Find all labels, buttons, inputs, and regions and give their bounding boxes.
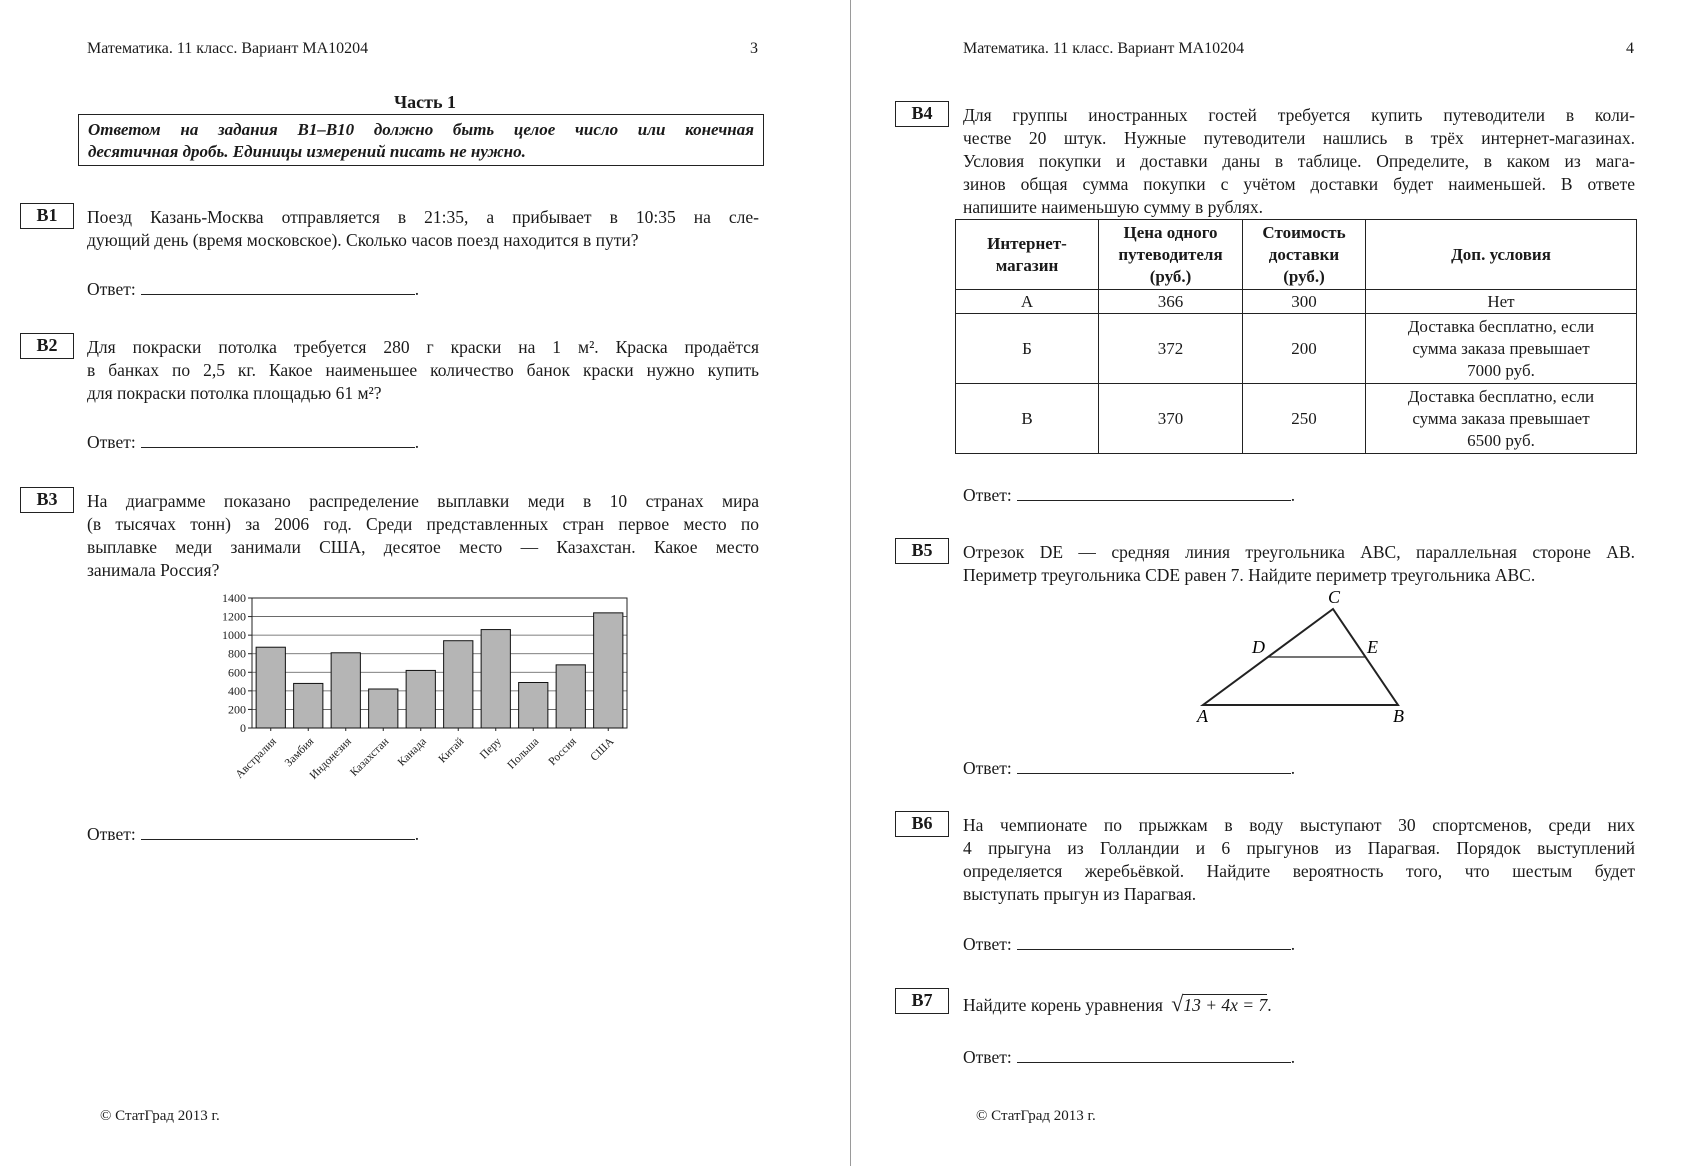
table-header: Интернет-магазин [956,220,1099,290]
task-line: 4 прыгуна из Голландии и 6 прыгунов из Парагвая. Порядок выступлений [963,838,1635,858]
vertex-c-label: C [1328,587,1341,607]
answer-input-b3[interactable] [141,823,415,840]
task-line: выплавке меди занимали США, десятое место — Казахстан. Какое место [87,537,759,557]
answer-label: Ответ: [87,279,136,299]
task-b5-text [963,541,1635,587]
answer-b7 [963,1046,1295,1068]
table-header-row [956,220,1637,290]
shops-table [955,219,1637,454]
answer-label: Ответ: [963,1047,1012,1067]
answer-input-b7[interactable] [1017,1046,1291,1063]
task-b6-text [963,814,1635,906]
task-label-b6: B6 [895,811,949,837]
answer-end: . [1290,1047,1296,1067]
y-tick-label: 1200 [222,609,246,624]
instruction-line: Ответом на задания В1–В10 должно быть целое число или конечная [88,120,754,139]
x-tick-label: Австралия [233,735,279,781]
answer-input-b1[interactable] [141,278,415,295]
table-cell: 370 [1099,384,1243,454]
task-label-b2: B2 [20,333,74,359]
y-tick-label: 0 [240,721,246,735]
table-header: Стоимость доставки (руб.) [1243,220,1366,290]
answer-input-b6[interactable] [1017,933,1291,950]
answer-input-b5[interactable] [1017,757,1291,774]
table-header: Доп. условия [1366,220,1637,290]
table-cell: 200 [1243,314,1366,384]
answer-end: . [1267,995,1272,1015]
sqrt-icon: √ [1171,991,1184,1016]
bar [556,665,585,728]
table-cell: Доставка бесплатно, если сумма заказа превышает 6500 руб. [1366,384,1637,454]
answer-b1 [87,278,419,300]
task-line: На чемпионате по прыжкам в воду выступают 30 спортсменов, среди них [963,815,1635,835]
table-row [956,290,1637,314]
answer-label: Ответ: [87,824,136,844]
vertex-b-label: B [1393,706,1404,726]
task-line: На диаграмме показано распределение выплавки меди в 10 странах мира [87,491,759,511]
y-tick-label: 1400 [222,591,246,605]
vertex-d-label: D [1252,637,1265,657]
task-label-b5: B5 [895,538,949,564]
x-tick-label: США [588,735,617,764]
task-line: (в тысячах тонн) за 2006 год. Среди представленных стран первое место по [87,514,759,534]
y-tick-label: 200 [228,702,246,717]
answer-end: . [1290,485,1296,505]
x-tick-label: Перу [477,735,504,762]
task-line: занимала Россия? [87,560,220,580]
instruction-box [78,114,764,166]
answer-label: Ответ: [87,432,136,452]
task-line: честве 20 штук. Нужные путеводители нашлись в трёх интернет-магазинах. [963,128,1635,148]
task-label-b7: B7 [895,988,949,1014]
table-cell: Б [956,314,1099,384]
task-line: для покраски потолка площадью 61 м²? [87,383,382,403]
page-number: 3 [750,40,758,57]
task-line: определяется жеребьёвкой. Найдите вероятность того, что шестым будет [963,861,1635,881]
instruction-line: десятичная дробь. Единицы измерений писать не нужно. [88,142,526,161]
task-b7-text [963,992,1272,1017]
table-cell: В [956,384,1099,454]
copper-bar-chart [200,590,640,790]
answer-end: . [1290,758,1296,778]
x-tick-label: Казахстан [348,735,392,779]
answer-input-b4[interactable] [1017,484,1291,501]
answer-b6 [963,933,1295,955]
equation [1171,992,1267,1017]
answer-b3 [87,823,419,845]
task-line: напишите наименьшую сумму в рублях. [963,197,1264,217]
x-tick-label: Китай [436,735,467,766]
task-line: дующий день (время московское). Сколько часов поезд находится в пути? [87,230,639,250]
answer-b5 [963,757,1295,779]
page-footer: © СтатГрад 2013 г. [976,1108,1096,1124]
bar [594,613,623,728]
task-line: Для группы иностранных гостей требуется купить путеводители в коли- [963,105,1635,125]
y-tick-label: 1000 [222,628,246,643]
answer-end: . [414,279,420,299]
table-cell: Нет [1366,290,1637,314]
bar [406,670,435,728]
page-number: 4 [1626,40,1634,57]
task-line: в банках по 2,5 кг. Какое наименьшее количество банок краски нужно купить [87,360,759,380]
bar [444,641,473,728]
triangle-diagram [1185,585,1415,730]
vertex-a-label: A [1197,706,1208,726]
vertex-e-label: E [1367,637,1378,657]
bar [331,653,360,728]
bar [519,683,548,729]
table-row [956,384,1637,454]
x-tick-label: Замбия [282,735,317,770]
page-header: Математика. 11 класс. Вариант МА10204 [963,40,1245,57]
task-line: Периметр треугольника CDE равен 7. Найдите периметр треугольника ABC. [963,565,1536,585]
table-cell: 366 [1099,290,1243,314]
task-line: зинов общая сумма покупки с учётом доставки будет наименьшей. В ответе [963,174,1635,194]
table-cell: 372 [1099,314,1243,384]
bar [481,630,510,728]
task-b2-text [87,336,759,405]
table-header: Цена одного путеводителя (руб.) [1099,220,1243,290]
table-cell: 250 [1243,384,1366,454]
answer-b2 [87,431,419,453]
page-footer: © СтатГрад 2013 г. [100,1108,220,1124]
equation-text: 13 + 4x = 7 [1183,995,1268,1015]
task-line: Найдите корень уравнения [963,995,1163,1015]
answer-b4 [963,484,1295,506]
y-tick-label: 600 [228,665,246,680]
task-b4-text [963,104,1635,219]
answer-end: . [414,824,420,844]
x-tick-label: Канада [395,735,429,769]
answer-label: Ответ: [963,934,1012,954]
x-tick-label: Россия [546,735,579,769]
answer-label: Ответ: [963,758,1012,778]
x-tick-label: Польша [505,735,542,772]
task-label-b3: B3 [20,487,74,513]
task-label-b4: B4 [895,101,949,127]
task-line: выступать прыгун из Парагвая. [963,884,1197,904]
table-cell: Доставка бесплатно, если сумма заказа превышает 7000 руб. [1366,314,1637,384]
x-tick-label: Индонезия [307,735,354,782]
bar [294,683,323,728]
part-title: Часть 1 [393,92,457,112]
answer-end: . [414,432,420,452]
task-line: Отрезок DE — средняя линия треугольника ABC, параллельная стороне AB. [963,542,1635,562]
task-line: Для покраски потолка требуется 280 г краски на 1 м². Краска продаётся [87,337,759,357]
task-line: Поезд Казань-Москва отправляется в 21:35, а прибывает в 10:35 на сле- [87,207,759,227]
table-cell: А [956,290,1099,314]
answer-input-b2[interactable] [141,431,415,448]
table-cell: 300 [1243,290,1366,314]
page-header: Математика. 11 класс. Вариант МА10204 [87,40,369,57]
bar [369,689,398,728]
table-row [956,314,1637,384]
task-line: Условия покупки и доставки даны в таблице. Определите, в каком из мага- [963,151,1635,171]
page-divider [850,0,851,1166]
bar [256,647,285,728]
y-tick-label: 800 [228,646,246,661]
y-tick-label: 400 [228,683,246,698]
answer-end: . [1290,934,1296,954]
task-b3-text [87,490,759,582]
task-label-b1: B1 [20,203,74,229]
answer-label: Ответ: [963,485,1012,505]
task-b1-text [87,206,759,252]
